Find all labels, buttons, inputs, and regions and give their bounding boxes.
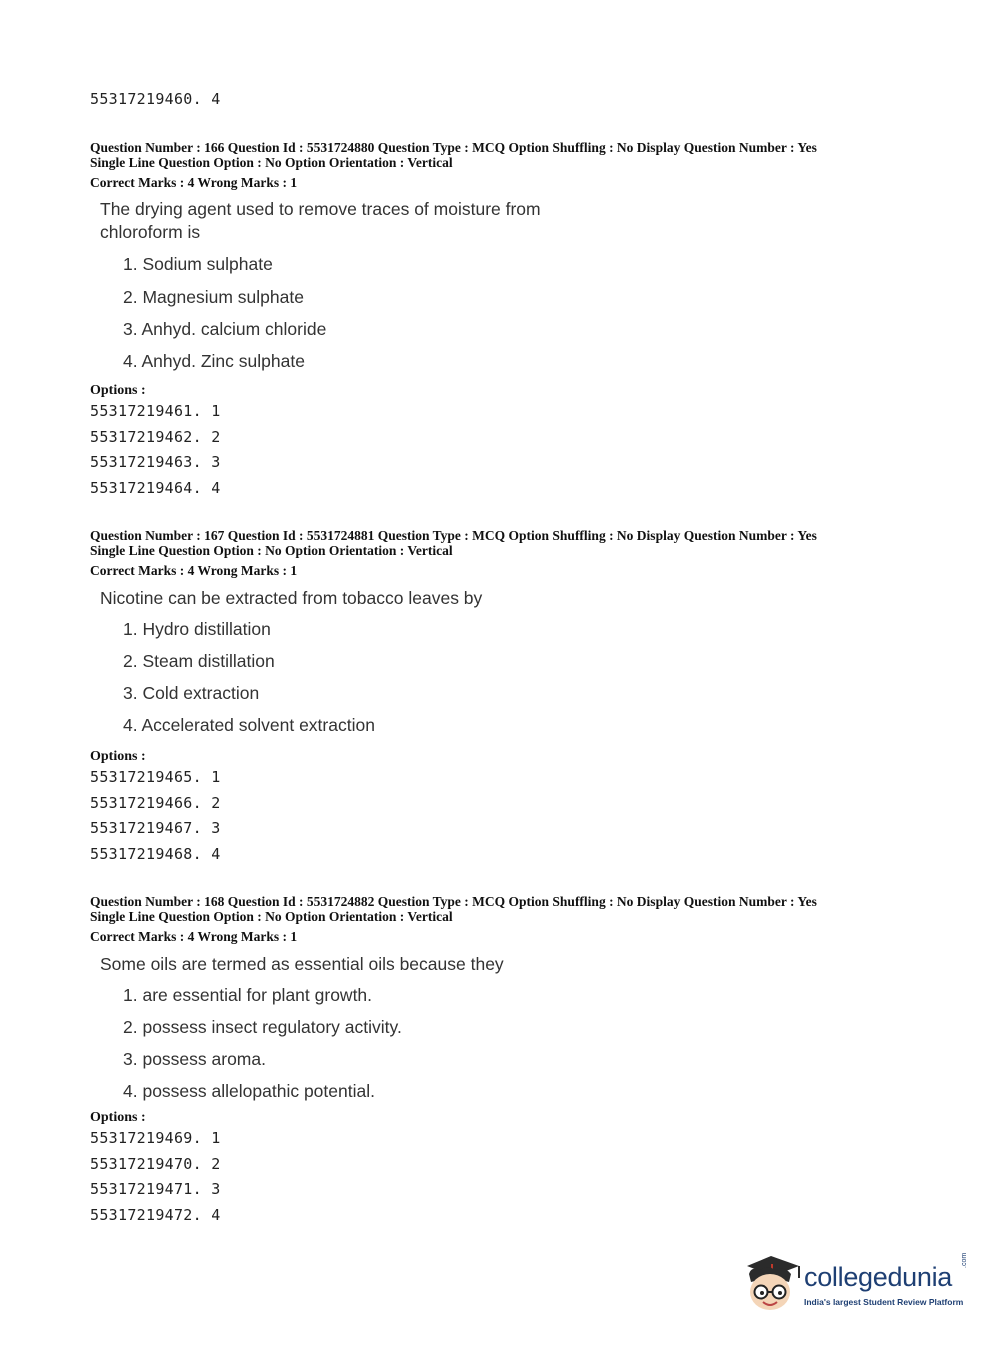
choice-item: 4. Accelerated solvent extraction — [123, 715, 375, 735]
options-label: Options : — [90, 749, 146, 764]
question-meta: Question Number : 166 Question Id : 5531724880 Question Type : MCQ Option Shuffling : No Display Question Number : Yes — [90, 140, 817, 155]
choice-item: 2. Steam distillation — [123, 651, 275, 671]
option-id: 55317219472. 4 — [90, 1206, 221, 1224]
logo-dotcom: .com — [961, 1252, 968, 1268]
question-marks: Correct Marks : 4 Wrong Marks : 1 — [90, 929, 298, 944]
option-id: 55317219468. 4 — [90, 845, 221, 863]
question-meta: Question Number : 168 Question Id : 5531724882 Question Type : MCQ Option Shuffling : No Display Question Number : Yes — [90, 894, 817, 909]
option-id: 55317219461. 1 — [90, 402, 221, 420]
question-meta-2: Single Line Question Option : No Option Orientation : Vertical — [90, 909, 453, 924]
question-meta-2: Single Line Question Option : No Option Orientation : Vertical — [90, 155, 453, 170]
question-text-line: chloroform is — [100, 222, 201, 242]
top-option: 55317219460. 4 — [90, 90, 221, 108]
question-meta-2: Single Line Question Option : No Option Orientation : Vertical — [90, 543, 453, 558]
choice-item: 1. Sodium sulphate — [123, 254, 273, 274]
choice-item: 2. possess insect regulatory activity. — [123, 1017, 402, 1037]
mascot-icon — [741, 1250, 803, 1316]
choice-item: 3. possess aroma. — [123, 1049, 266, 1069]
question-text-line: Nicotine can be extracted from tobacco leaves by — [100, 588, 483, 608]
choice-item: 1. Hydro distillation — [123, 619, 271, 639]
question-marks: Correct Marks : 4 Wrong Marks : 1 — [90, 563, 298, 578]
choice-item: 4. Anhyd. Zinc sulphate — [123, 351, 305, 371]
option-id: 55317219465. 1 — [90, 768, 221, 786]
collegedunia-logo — [741, 1250, 971, 1330]
options-label: Options : — [90, 383, 146, 398]
option-id: 55317219470. 2 — [90, 1155, 221, 1173]
option-id: 55317219462. 2 — [90, 428, 221, 446]
option-id: 55317219469. 1 — [90, 1129, 221, 1147]
choice-item: 2. Magnesium sulphate — [123, 287, 304, 307]
choice-item: 1. are essential for plant growth. — [123, 985, 373, 1005]
question-marks: Correct Marks : 4 Wrong Marks : 1 — [90, 175, 298, 190]
option-id: 55317219464. 4 — [90, 479, 221, 497]
choice-item: 3. Anhyd. calcium chloride — [123, 319, 327, 339]
options-label: Options : — [90, 1110, 146, 1125]
option-id: 55317219471. 3 — [90, 1180, 221, 1198]
logo-wordmark: collegedunia — [804, 1262, 953, 1292]
option-id: 55317219463. 3 — [90, 453, 221, 471]
question-meta: Question Number : 167 Question Id : 5531724881 Question Type : MCQ Option Shuffling : No Display Question Number : Yes — [90, 528, 817, 543]
choice-item: 3. Cold extraction — [123, 683, 260, 703]
question-text-line: The drying agent used to remove traces of moisture from — [100, 199, 541, 219]
option-id: 55317219467. 3 — [90, 819, 221, 837]
logo-tagline: India's largest Student Review Platform — [804, 1297, 964, 1307]
choice-item: 4. possess allelopathic potential. — [123, 1081, 375, 1101]
question-text-line: Some oils are termed as essential oils because they — [100, 954, 504, 974]
option-id: 55317219466. 2 — [90, 794, 221, 812]
